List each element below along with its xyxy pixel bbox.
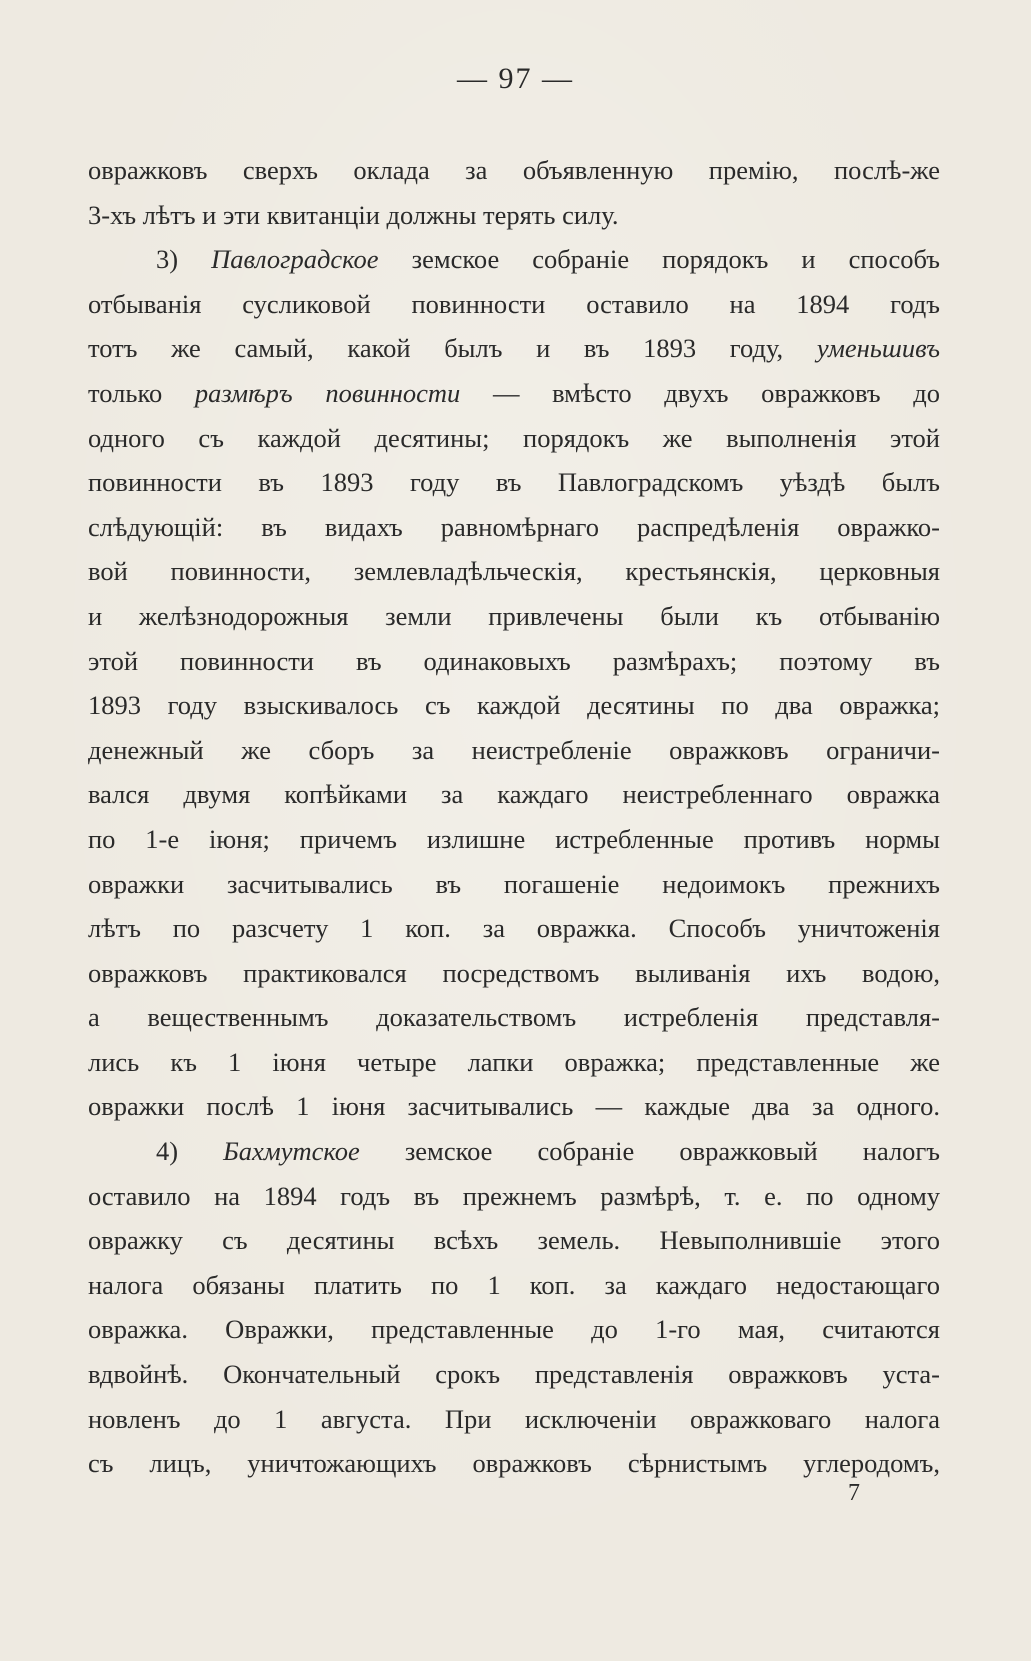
text-line — [88, 549, 940, 594]
text-line — [88, 594, 940, 639]
text-line — [88, 371, 940, 416]
text-segment: а вещественнымъ доказательствомъ истребленія представля- — [88, 1002, 940, 1033]
text-line — [88, 193, 940, 238]
text-line — [88, 1397, 940, 1442]
text-segment: лись къ 1 іюня четыре лапки овражка; представленные же — [88, 1046, 940, 1077]
text-segment: овражку съ десятины всѣхъ земель. Невыполнившіе этого — [88, 1225, 940, 1256]
text-line — [88, 906, 940, 951]
text-line — [88, 282, 940, 327]
text-line — [88, 1263, 940, 1308]
text-segment: оставило на 1894 годъ въ прежнемъ размѣрѣ, т. е. по одному — [88, 1180, 940, 1211]
text-line — [88, 951, 940, 996]
text-line — [88, 995, 940, 1040]
footer-signature-mark: 7 — [848, 1480, 860, 1506]
text-line — [88, 237, 940, 282]
text-line — [88, 1441, 940, 1486]
text-line — [88, 505, 940, 550]
italic-emphasis: размѣръ повинности — [194, 377, 461, 408]
text-segment: 3-хъ лѣтъ и эти квитанціи должны терять силу. — [88, 199, 619, 230]
text-line — [88, 683, 940, 728]
text-segment: этой повинности въ одинаковыхъ размѣрахъ; поэтому въ — [88, 645, 940, 676]
text-segment: слѣдующій: въ видахъ равномѣрнаго распредѣленія овражко- — [88, 511, 940, 542]
text-line — [88, 817, 940, 862]
text-segment: съ лицъ, уничтожающихъ овражковъ сѣрнистымъ углеродомъ, — [88, 1448, 940, 1479]
text-line — [88, 1352, 940, 1397]
text-line — [88, 862, 940, 907]
italic-emphasis: уменьшивъ — [816, 333, 940, 364]
text-line — [88, 416, 940, 461]
text-line — [88, 460, 940, 505]
text-segment: овражковъ сверхъ оклада за объявленную премію, послѣ-же — [88, 155, 940, 185]
text-segment: вдвойнѣ. Окончательный срокъ представленія овражковъ уста- — [88, 1359, 940, 1390]
text-segment: отбыванія сусликовой повинности оставило на 1894 годъ — [88, 288, 940, 319]
text-segment: земское собраніе порядокъ и способъ — [378, 244, 940, 275]
text-line — [88, 1307, 940, 1352]
text-segment: тотъ же самый, какой былъ и въ 1893 году, — [88, 333, 817, 364]
page-number-header: — 97 — — [457, 62, 574, 95]
text-segment: 3) — [156, 244, 212, 275]
body-text — [88, 148, 940, 1486]
text-line — [88, 1218, 940, 1263]
text-segment: вой повинности, землевладѣльческія, крестьянскія, церковныя — [88, 556, 940, 587]
text-line — [88, 1084, 940, 1129]
text-segment: лѣтъ по разсчету 1 коп. за овражка. Способъ уничтоженія — [88, 913, 940, 944]
text-line — [88, 772, 940, 817]
text-segment: овражковъ практиковался посредствомъ выливанія ихъ водою, — [88, 957, 940, 988]
text-segment: повинности въ 1893 году въ Павлоградскомъ уѣздѣ былъ — [88, 467, 940, 498]
text-line — [88, 1174, 940, 1219]
text-segment: — вмѣсто двухъ овражковъ до — [460, 377, 940, 408]
text-segment: и желѣзнодорожныя земли привлечены были къ отбыванію — [88, 600, 940, 631]
text-line — [88, 728, 940, 773]
text-line — [88, 326, 940, 371]
text-segment: овражки послѣ 1 іюня засчитывались — каждые два за одного. — [88, 1091, 940, 1122]
text-segment: овражка. Овражки, представленные до 1-го мая, считаются — [88, 1314, 940, 1345]
text-line — [88, 1040, 940, 1085]
text-segment: 4) — [156, 1136, 224, 1167]
text-segment: новленъ до 1 августа. При исключеніи овражковаго налога — [88, 1403, 940, 1434]
text-line — [88, 639, 940, 684]
text-segment: земское собраніе овражковый налогъ — [359, 1136, 940, 1167]
text-segment: денежный же сборъ за неистребленіе овражковъ ограничи- — [88, 734, 940, 765]
text-segment: вался двумя копѣйками за каждаго неистребленнаго овражка — [88, 779, 940, 810]
text-segment: одного съ каждой десятины; порядокъ же выполненія этой — [88, 422, 940, 453]
text-line — [88, 1129, 940, 1174]
text-segment: 1893 году взыскивалось съ каждой десятины по два овражка; — [88, 690, 940, 721]
text-segment: по 1-е іюня; причемъ излишне истребленные противъ нормы — [88, 823, 940, 854]
italic-emphasis: Бахмутское — [223, 1136, 360, 1167]
text-segment: овражки засчитывались въ погашеніе недоимокъ прежнихъ — [88, 868, 940, 899]
italic-emphasis: Павлоградское — [211, 244, 379, 275]
text-segment: налога обязаны платить по 1 коп. за каждаго недостающаго — [88, 1269, 940, 1300]
text-line — [88, 148, 940, 193]
text-segment: только — [88, 377, 195, 408]
